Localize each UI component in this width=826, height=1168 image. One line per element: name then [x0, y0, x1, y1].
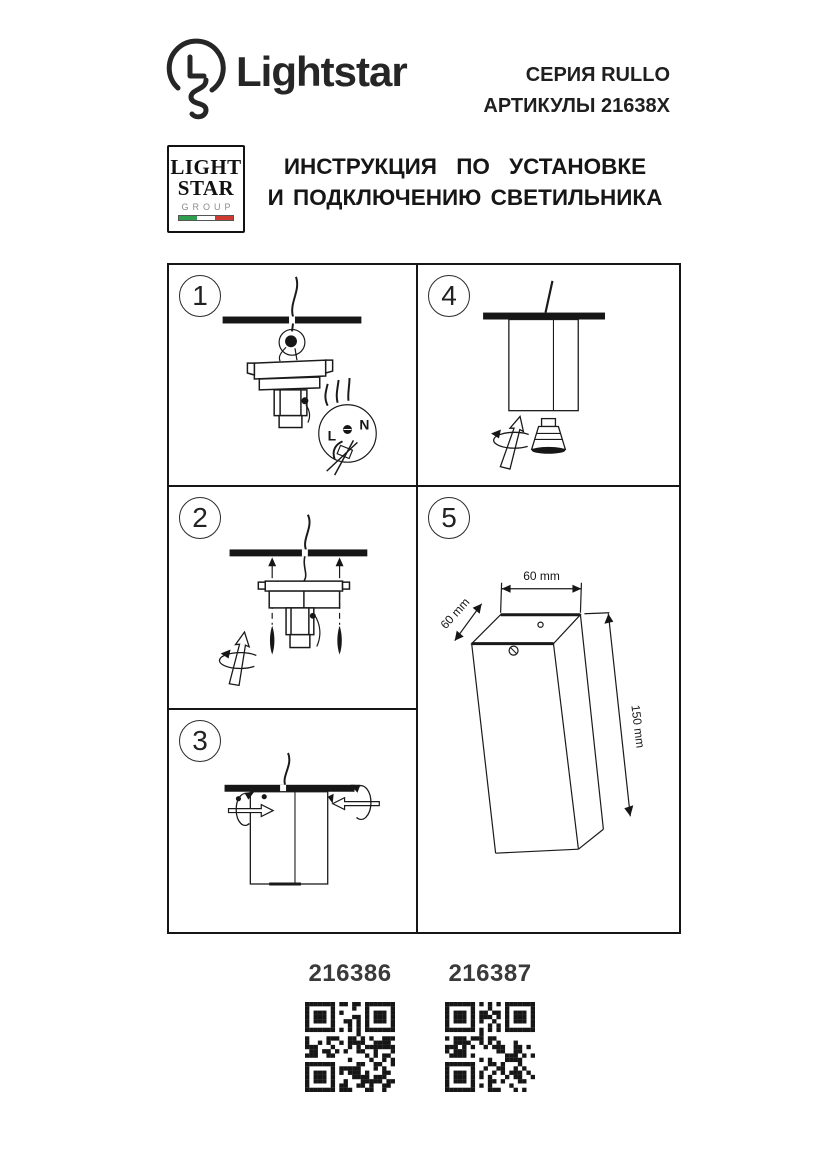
product-code-216386: 216386	[308, 960, 392, 987]
step-2-panel	[169, 487, 418, 710]
series-name: СЕРИЯ RULLO	[525, 64, 670, 86]
step-5-dimensions-diagram	[418, 487, 679, 932]
series-block	[380, 60, 670, 122]
italian-flag-stripe	[178, 215, 234, 221]
step-number-badge: 1	[179, 275, 221, 317]
dimension-depth-label: 60 mm	[437, 595, 473, 632]
step-number-badge: 2	[179, 497, 221, 539]
group-logo-star: STAR	[177, 176, 235, 200]
terminal-label-live: L	[327, 427, 337, 444]
lightstar-group-logo	[167, 145, 245, 233]
product-code-216387: 216387	[448, 960, 532, 987]
step-number-badge: 3	[179, 720, 221, 762]
group-logo-light: LIGHT	[170, 155, 242, 179]
step-number-badge: 4	[428, 275, 470, 317]
terminal-label-neutral: N	[359, 416, 370, 433]
qr-code-product-2	[445, 1002, 535, 1092]
dimension-height-label: 150 mm	[628, 704, 648, 749]
step-4-panel	[418, 265, 679, 487]
step-5-panel	[418, 487, 679, 932]
brand-wordmark: Lightstar	[236, 48, 407, 95]
dimension-width-label: 60 mm	[523, 568, 560, 583]
step-3-panel	[169, 710, 418, 932]
instruction-steps-grid	[167, 263, 681, 934]
qr-code-product-1	[305, 1002, 395, 1092]
page-title	[250, 151, 680, 213]
title-line-1: ИНСТРУКЦИЯ ПО УСТАНОВКЕ	[283, 154, 647, 179]
group-logo-group: GROUP	[181, 202, 235, 212]
step-1-panel	[169, 265, 418, 487]
title-line-2: И ПОДКЛЮЧЕНИЮ СВЕТИЛЬНИКА	[267, 185, 663, 210]
article-numbers: АРТИКУЛЫ 21638X	[483, 95, 670, 117]
lightstar-bulb-icon	[164, 38, 230, 122]
step-number-badge: 5	[428, 497, 470, 539]
